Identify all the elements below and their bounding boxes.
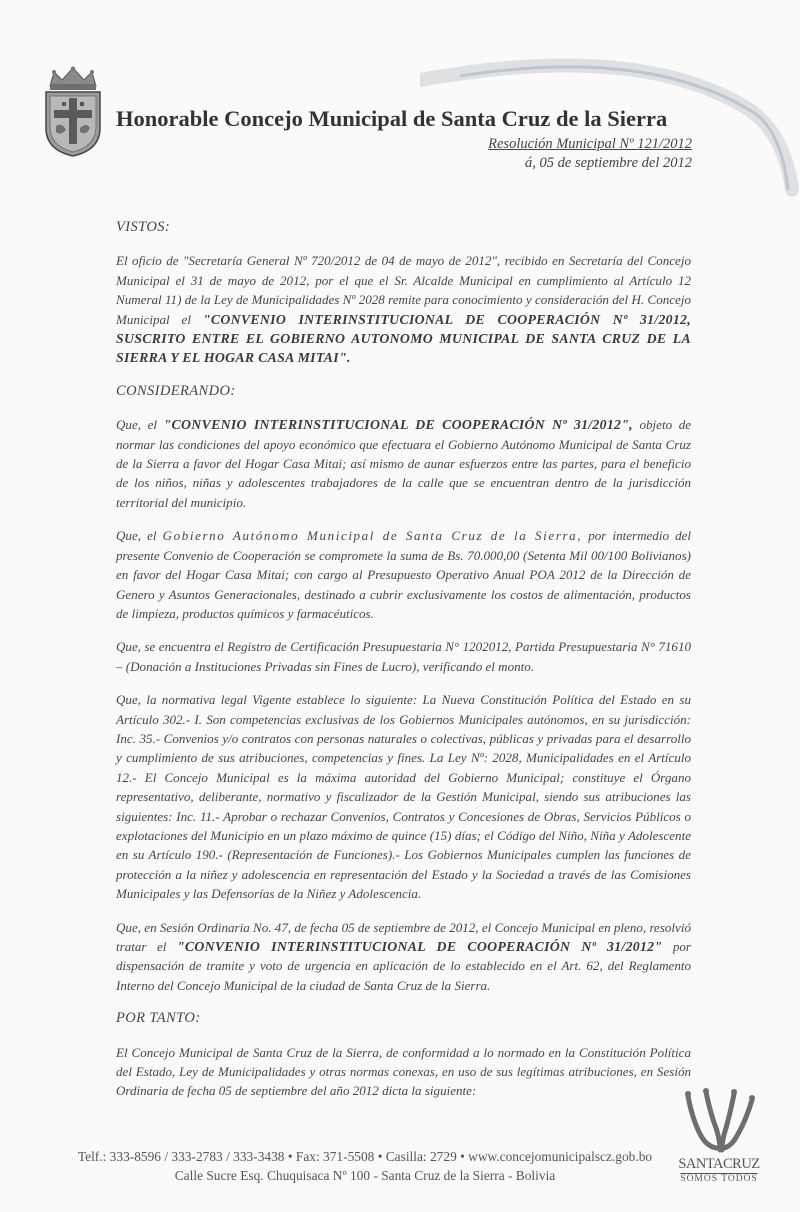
p2-post: por intermedio del presente Convenio de Cooperación se compromete la suma de Bs. 70.000,00 (Setenta Mil 00/100 Bolivianos) en favor del Hogar Casa Mitai; con cargo al Presupuesto Operativo Anual POA 2012 de la Dirección de Genero y Asuntos Generacionales, destinado a cubrir exclusivamente los costos de alimentación, productos de limpieza, productos químicos y farmacéuticos. (116, 528, 692, 621)
portanto-heading: POR TANTO: (116, 1010, 201, 1027)
vistos-heading: VISTOS: (116, 219, 171, 235)
coat-of-arms-icon (40, 66, 106, 158)
p1-agreement-title: "CONVENIO INTERINSTITUCIONAL DE COOPERACIÓN Nº 31/2012", (163, 417, 633, 433)
logo-name: SANTACRUZ (678, 1156, 760, 1172)
vistos-paragraph (116, 251, 691, 367)
considerando-paragraph-2 (116, 526, 691, 623)
footer-address-line: Calle Sucre Esq. Chuquisaca Nº 100 - Santa Cruz de la Sierra - Bolivia (174, 1168, 556, 1183)
considerando-heading: CONSIDERANDO: (116, 382, 236, 399)
document-body (116, 218, 691, 1115)
p1-pre: Que, el (116, 417, 164, 433)
considerando-paragraph-3: Que, se encuentra el Registro de Certificación Presupuestaria N° 1202012, Partida Presupuestaria N° 71610 – (Donación a Instituciones Privadas sin Fines de Lucro), verificando el monto. (116, 639, 691, 674)
council-title: Honorable Concejo Municipal de Santa Cruz de la Sierra (116, 106, 668, 131)
santa-cruz-logo-icon (676, 1088, 762, 1188)
resolution-date: á, 05 de septiembre del 2012 (525, 155, 692, 171)
p5-post: por dispensación de tramite y voto de urgencia en aplicación de lo establecido en el Art. 62, del Reglamento Interno del Concejo Municipal de la ciudad de Santa Cruz de la Sierra. (116, 939, 692, 993)
footer-contact-line: Telf.: 333-8596 / 333-2783 / 333-3438 • Fax: 371-5508 • Casilla: 2729 • www.concejomunicipalscz.gob.bo (77, 1149, 653, 1164)
considerando-paragraph-5 (116, 918, 691, 996)
vistos-agreement-title: "CONVENIO INTERINSTITUCIONAL DE COOPERACIÓN Nº 31/2012, SUSCRITO ENTRE EL GOBIERNO AUTONOMO MUNICIPAL DE SANTA CRUZ DE LA SIERRA Y EL HOGAR CASA MITAI". (116, 311, 691, 366)
considerando-paragraph-1 (116, 415, 691, 512)
portanto-paragraph: El Concejo Municipal de Santa Cruz de la Sierra, de conformidad a lo normado en la Constitución Política del Estado, Ley de Municipalidades y otras normas conexas, en uso de sus legítimas atribuciones, en Sesión Ordinaria de fecha 05 de septiembre del año 2012 dicta la siguiente: (116, 1044, 691, 1099)
vistos-text: El oficio de "Secretaría General Nº 720/2012 de 04 de mayo de 2012", recibido en Secretaría del Concejo Municipal el 31 de mayo de 2012, por el que el Sr. Alcalde Municipal en cumplimiento al Artículo 12 Numeral 11) de la Ley de Municipalidades Nº 2028 remite para conocimiento y consideración del H. Concejo Municipal el (116, 253, 691, 327)
logo-slogan: SOMOS TODOS (680, 1174, 758, 1184)
resolution-number: Resolución Municipal Nº 121/2012 (488, 136, 692, 152)
considerando-paragraph-4: Que, la normativa legal Vigente establece lo siguiente: La Nueva Constitución Política del Estado en su Artículo 302.- I. Son competencias exclusivas de los Gobiernos Municipales autónomos, en su jurisdicción: Inc. 35.- Convenios y/o contratos con personas naturales o colectivas, públicas y privadas para el desarrollo y cumplimiento de sus atribuciones, competencias y fines. La Ley Nº: 2028, Municipalidades en el Artículo 12.- El Concejo Municipal es la máxima autoridad del Gobierno Municipal; constituye el Órgano representativo, deliberante, normativo y fiscalizador de la Gestión Municipal, siendo sus atribuciones las siguientes: Inc. 11.- Aprobar o rechazar Convenios, Contratos y Concesiones de Obras, Servicios Públicos o explotaciones del Municipio en un plazo máximo de quince (15) días; el Código del Niño, Niña y Adolescente en su Artículo 190.- (Representación de Funciones).- Los Gobiernos Municipales cumplen las funciones de protección a la niñez y adolescencia en representación del Estado y la Sociedad a través de las Comisiones Municipales y las Defensorías de la Niñez y Adolescencia. (116, 692, 691, 902)
footer-contact (40, 1147, 690, 1185)
p1-post: objeto de normar las condiciones del apoyo económico que efectuara el Gobierno Autónomo Municipal de Santa Cruz de la Sierra a favor del Hogar Casa Mitai; así mismo de aunar esfuerzos entre las partes, para el beneficio de los niños, niñas y adolescentes trabajadores de la calle que se encuentran dentro de la jurisdicción territorial del municipio. (116, 417, 692, 510)
p5-pre: Que, en Sesión Ordinaria No. 47, de fecha 05 de septiembre de 2012, el Concejo Municipal en pleno, resolvió tratar el (116, 919, 691, 954)
p2-government-name: Gobierno Autónomo Municipal de Santa Cruz de la Sierra, (162, 528, 583, 544)
p5-agreement-title: "CONVENIO INTERINSTITUCIONAL DE COOPERACIÓN Nº 31/2012" (176, 939, 663, 954)
p2-pre: Que, el (116, 528, 163, 544)
